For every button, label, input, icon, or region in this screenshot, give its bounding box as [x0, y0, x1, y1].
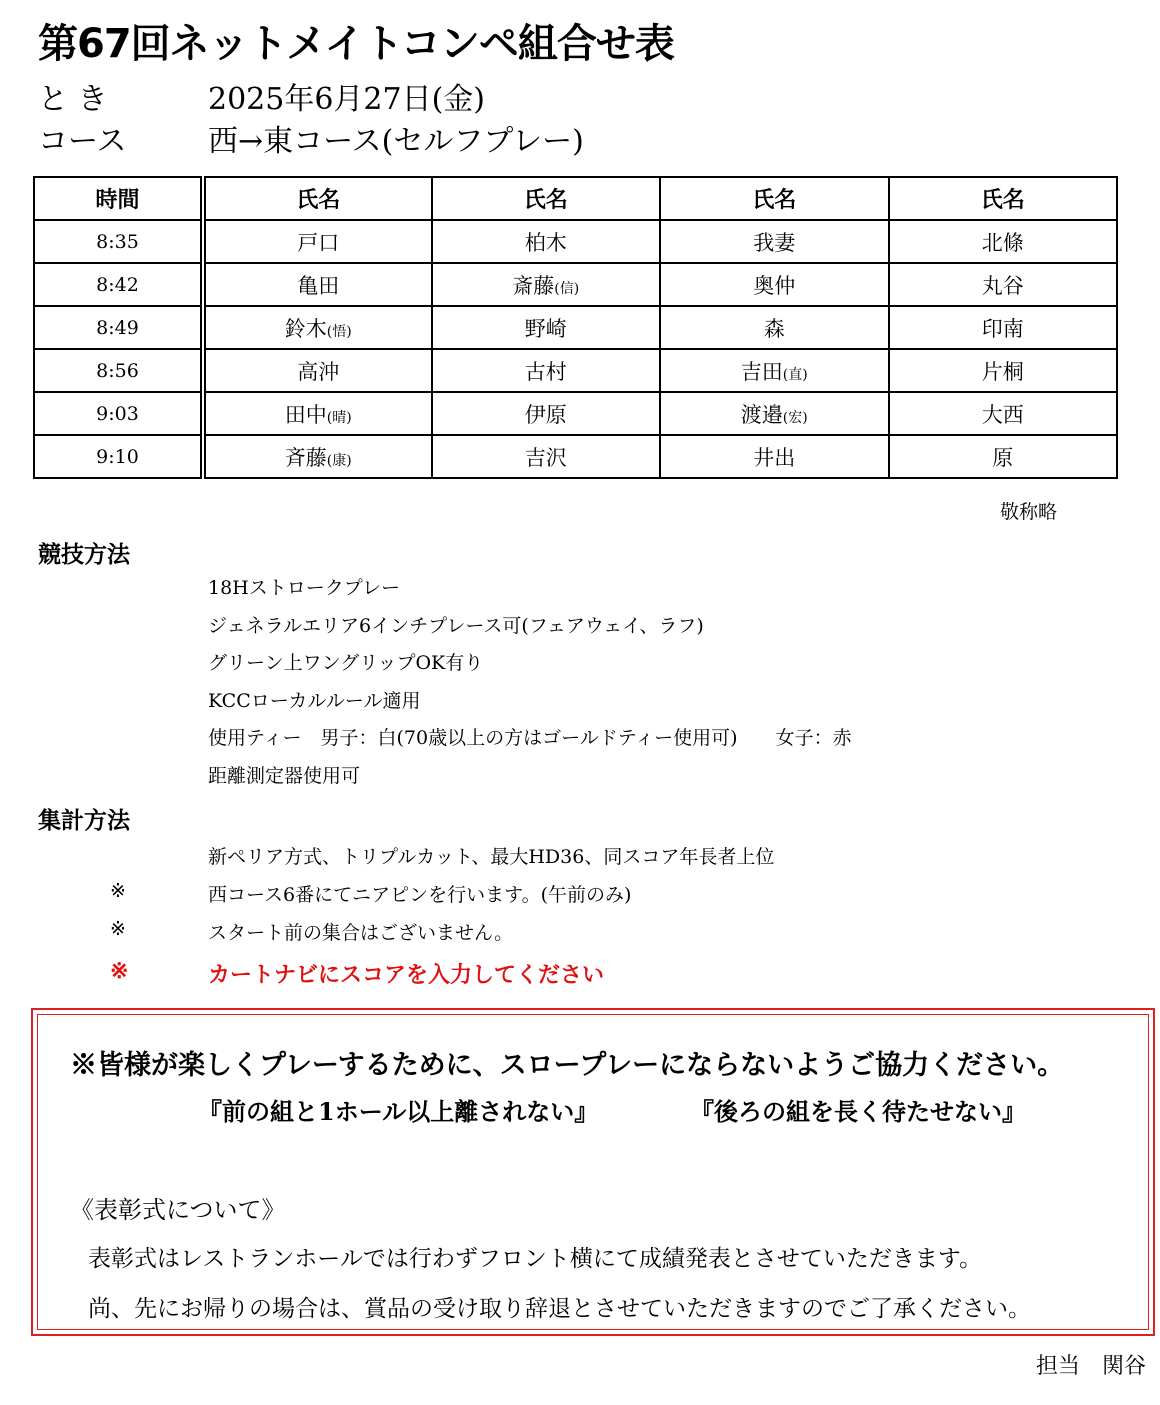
- header-name-3: 氏名: [660, 177, 889, 220]
- tee-time: 8:35: [34, 220, 203, 263]
- player-cell: [203, 349, 432, 392]
- award-line-1: 表彰式はレストランホールでは行わずフロント横にて成績発表とさせていただきます。: [88, 1246, 983, 1272]
- player-cell: [660, 349, 889, 392]
- note-mark: ※: [110, 918, 126, 940]
- scoring-item: 西コース6番にてニアピンを行います。(午前のみ): [208, 884, 632, 906]
- player-name: 亀田: [297, 273, 340, 298]
- table-row: [34, 306, 1117, 349]
- player-cell: [432, 349, 661, 392]
- person-in-charge: 担当 関谷: [1036, 1354, 1147, 1379]
- player-name: 北條: [981, 230, 1024, 255]
- award-line-2: 尚、先にお帰りの場合は、賞品の受け取り辞退とさせていただきますのでご了承ください。: [88, 1296, 1031, 1322]
- player-cell: [660, 435, 889, 478]
- table-row: [34, 220, 1117, 263]
- scoring-item: スタート前の集合はございません。: [208, 922, 514, 944]
- player-name: 高沖: [297, 359, 340, 384]
- scoring-heading: 集計方法: [38, 808, 130, 834]
- player-name: 奥仲: [753, 273, 796, 298]
- table-row: [34, 392, 1117, 435]
- player-initial-note: (悟): [326, 323, 352, 340]
- player-cell: [203, 220, 432, 263]
- scoring-item: 新ペリア方式、トリプルカット、最大HD36、同スコア年長者上位: [208, 846, 775, 868]
- notice-slogan-right: 『後ろの組を長く待たせない』: [690, 1097, 1026, 1126]
- player-name: 印南: [981, 316, 1024, 341]
- player-name: 鈴木: [284, 316, 327, 341]
- header-name-4: 氏名: [889, 177, 1118, 220]
- table-header-row: [34, 177, 1117, 220]
- cart-navi-notice: カートナビにスコアを入力してください: [208, 963, 605, 988]
- player-name: 吉田: [740, 359, 783, 384]
- date-label: と き: [38, 82, 108, 117]
- pairing-table: [33, 176, 1118, 479]
- player-cell: [889, 392, 1118, 435]
- honorific-note: 敬称略: [1000, 501, 1058, 523]
- competition-item: KCCローカルルール適用: [208, 689, 421, 712]
- player-cell: [203, 435, 432, 478]
- table-row: [34, 349, 1117, 392]
- player-name: 田中: [284, 402, 327, 427]
- competition-item: ジェネラルエリア6インチプレース可(フェアウェイ、ラフ): [208, 614, 704, 637]
- player-cell: [660, 263, 889, 306]
- player-cell: [432, 263, 661, 306]
- player-cell: [889, 349, 1118, 392]
- competition-item: 使用ティー 男子：白(70歳以上の方はゴールドティー使用可) 女子：赤: [208, 727, 852, 749]
- player-initial-note: (直): [782, 366, 808, 383]
- player-name: 井出: [753, 445, 796, 470]
- competition-item: 距離測定器使用可: [208, 764, 361, 787]
- date-value: 2025年6月27日(金): [208, 82, 486, 117]
- player-name: 大西: [981, 402, 1024, 427]
- course-value: 西→東コース(セルフプレー): [208, 124, 584, 159]
- table-row: [34, 435, 1117, 478]
- table-row: [34, 263, 1117, 306]
- competition-item: 18Hストロークプレー: [208, 577, 400, 599]
- player-cell: [203, 306, 432, 349]
- player-cell: [203, 263, 432, 306]
- player-cell: [660, 306, 889, 349]
- player-cell: [660, 220, 889, 263]
- player-cell: [889, 220, 1118, 263]
- notice-headline: ※皆様が楽しくプレーするために、スロープレーにならないようご協力ください。: [70, 1050, 1065, 1081]
- player-initial-note: (信): [554, 280, 580, 297]
- tee-time: 9:03: [34, 392, 203, 435]
- note-mark: ※: [110, 880, 126, 902]
- player-name: 渡邉: [740, 402, 783, 427]
- tee-time: 8:49: [34, 306, 203, 349]
- player-cell: [432, 435, 661, 478]
- tee-time: 8:56: [34, 349, 203, 392]
- player-cell: [889, 306, 1118, 349]
- competition-item: グリーン上ワングリップOK有り: [208, 652, 484, 674]
- tee-time: 8:42: [34, 263, 203, 306]
- player-cell: [432, 220, 661, 263]
- player-initial-note: (晴): [326, 409, 352, 426]
- player-initial-note: (康): [326, 452, 352, 469]
- competition-heading: 競技方法: [38, 542, 130, 568]
- player-name: 我妻: [753, 230, 796, 255]
- player-cell: [889, 435, 1118, 478]
- player-name: 古村: [524, 359, 567, 384]
- page-title: 第67回ネットメイトコンペ組合せ表: [38, 21, 674, 67]
- player-cell: [889, 263, 1118, 306]
- header-name-1: 氏名: [203, 177, 432, 220]
- player-initial-note: (宏): [782, 409, 808, 426]
- player-cell: [432, 306, 661, 349]
- player-name: 伊原: [524, 402, 567, 427]
- player-name: 斎藤: [512, 273, 555, 298]
- header-name-2: 氏名: [432, 177, 661, 220]
- player-cell: [203, 392, 432, 435]
- notice-slogan-left: 『前の組と1ホール以上離されない』: [198, 1097, 599, 1126]
- player-cell: [660, 392, 889, 435]
- player-cell: [432, 392, 661, 435]
- player-name: 片桐: [981, 359, 1024, 384]
- player-name: 野崎: [524, 316, 567, 341]
- course-label: コース: [38, 124, 127, 159]
- header-time: 時間: [34, 177, 203, 220]
- player-name: 原: [992, 445, 1014, 470]
- player-name: 斉藤: [284, 445, 327, 470]
- award-heading: 《表彰式について》: [70, 1196, 286, 1224]
- player-name: 戸口: [297, 230, 340, 255]
- player-name: 丸谷: [981, 273, 1024, 298]
- player-name: 柏木: [524, 230, 567, 255]
- player-name: 吉沢: [524, 445, 567, 470]
- note-mark: ※: [110, 958, 129, 984]
- player-name: 森: [763, 316, 785, 341]
- tee-time: 9:10: [34, 435, 203, 478]
